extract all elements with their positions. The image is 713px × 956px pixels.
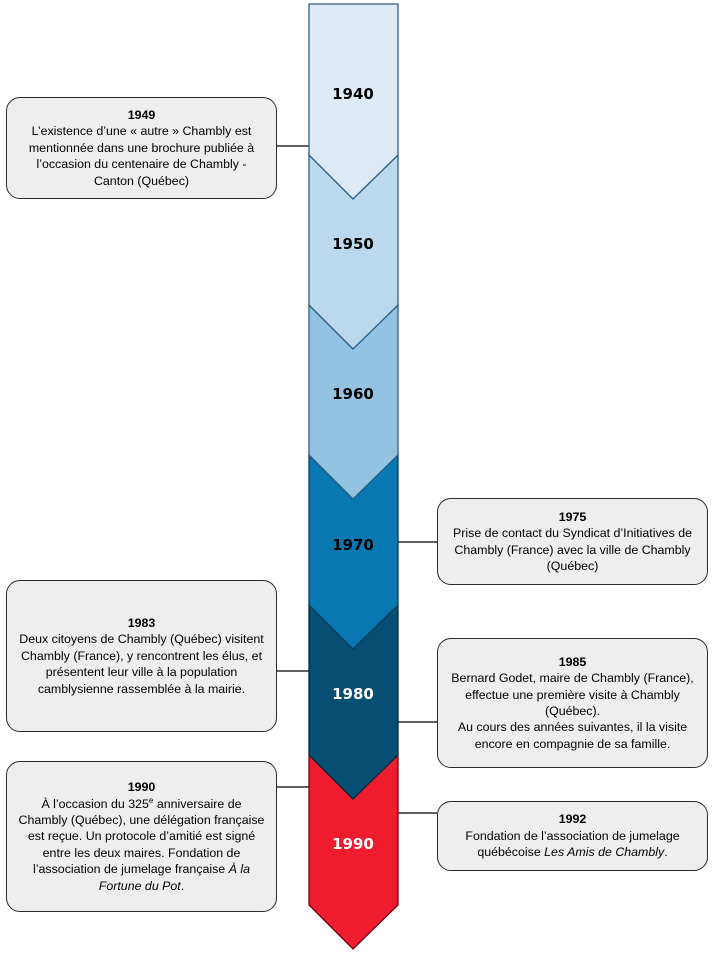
event-text-1949: L’existence d’une « autre » Chambly est mentionnée dans une brochure publiée à l’occasion du centenaire de Chambly -Canton (Québec): [28, 124, 255, 188]
decade-label-1940: 1940: [332, 85, 374, 103]
event-text-1985-line1: Bernard Godet, maire de Chambly (France), effectue une première visite à Chambly (Québec).: [451, 671, 694, 718]
event-box-1975: [437, 498, 708, 585]
event-text-1992: Fondation de l’association de jumelage québécoise Les Amis de Chambly.: [465, 828, 680, 860]
decade-label-1950: 1950: [332, 235, 374, 253]
event-text-1983: Deux citoyens de Chambly (Québec) visitent Chambly (France), y rencontrent les élus, et présentent leur ville à la population camblysienne rassemblée à la mairie.: [19, 632, 264, 696]
event-box-1949: [6, 97, 277, 199]
event-year-1992: 1992: [558, 812, 587, 827]
event-text-1990: À l’occasion du 325e anniversaire de Chambly (Québec), une délégation française est reçue. Un protocole d’amitié est signé entre les deux maires. Fondation de l’association de jumelage française À la Fortune du Pot.: [18, 795, 265, 893]
event-text-1985-line2: Au cours des années suivantes, il la visite encore en compagnie de sa famille.: [457, 720, 688, 751]
event-box-1983: [6, 580, 277, 732]
decade-label-1960: 1960: [332, 385, 374, 403]
event-box-1985: [437, 638, 708, 768]
event-year-1985: 1985: [558, 654, 587, 669]
decade-label-1980: 1980: [332, 685, 374, 703]
decade-label-1990: 1990: [332, 835, 374, 853]
event-text-1975: Prise de contact du Syndicat d’Initiatives de Chambly (France) avec la ville de Chambly (Québec): [453, 526, 692, 573]
event-year-1975: 1975: [558, 509, 587, 524]
event-year-1983: 1983: [127, 616, 156, 631]
event-box-1992: [437, 801, 708, 871]
decade-label-1970: 1970: [332, 536, 374, 554]
event-box-1990: [6, 761, 277, 912]
event-year-1990: 1990: [127, 780, 156, 795]
event-year-1949: 1949: [127, 108, 156, 123]
